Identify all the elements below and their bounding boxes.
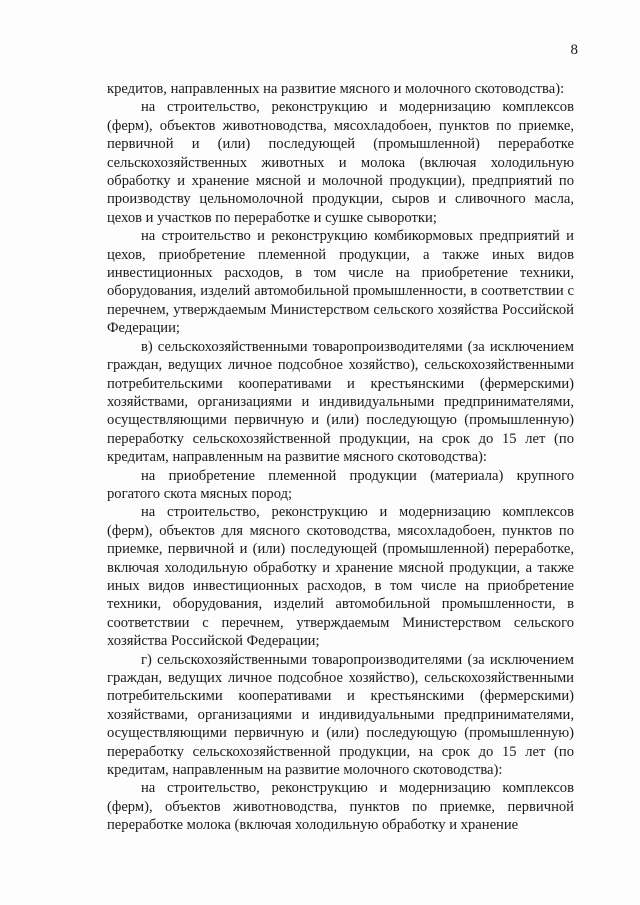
paragraph: г) сельскохозяйственными товаропроизводителями (за исключением граждан, ведущих личное подсобное хозяйство), сельскохозяйственными потребительскими кооперативами и крестьянскими (фермерскими) хозяйствами, организациями и индивидуальными предпринимателями, осуществляющими первичную и (или) последующую (промышленную) переработку сельскохозяйственной продукции, на срок до 15 лет (по кредитам, направленным на развитие молочного скотоводства): bbox=[107, 651, 574, 779]
paragraph: на приобретение племенной продукции (материала) крупного рогатого скота мясных пород; bbox=[107, 467, 574, 502]
paragraph: на строительство, реконструкцию и модернизацию комплексов (ферм), объектов животноводства, пунктов по приемке, первичной переработке молока (включая холодильную обработку и хранение bbox=[107, 780, 574, 834]
page-number: 8 bbox=[570, 42, 578, 58]
paragraph: на строительство и реконструкцию комбикормовых предприятий и цехов, приобретение племенной продукции, а также иных видов инвестиционных расходов, в том числе на приобретение техники, оборудования, изделий автомобильной промышленности, в соответствии с перечнем, утверждаемым Министерством сельского хозяйства Российской Федерации; bbox=[107, 228, 574, 337]
paragraph: на строительство, реконструкцию и модернизацию комплексов (ферм), объектов для мясного скотоводства, мясохладобоен, пунктов по приемке, первичной и (или) последующей (промышленной) переработке, включая холодильную обработку и хранение мясной продукции, а также иных видов инвестиционных расходов, в том числе на приобретение техники, оборудования, изделий автомобильной промышленности, в соответствии с перечнем, утверждаемым Министерством сельского хозяйства Российской Федерации; bbox=[107, 504, 574, 650]
paragraph: на строительство, реконструкцию и модернизацию комплексов (ферм), объектов животноводства, мясохладобоен, пунктов по приемке, первичной и (или) последующей (промышленной) переработке сельскохозяйственных животных и молока (включая холодильную обработку и хранение мясной и молочной продукции), предприятий по производству цельномолочной продукции, сыров и сливочного масла, цехов и участков по переработке и сушке сыворотки; bbox=[107, 99, 574, 226]
document-body bbox=[107, 80, 574, 835]
paragraph: кредитов, направленных на развитие мясного и молочного скотоводства): bbox=[107, 81, 565, 97]
paragraph: в) сельскохозяйственными товаропроизводителями (за исключением граждан, ведущих личное подсобное хозяйство), сельскохозяйственными потребительскими кооперативами и крестьянскими (фермерскими) хозяйствами, организациями и индивидуальными предпринимателями, осуществляющими первичную и (или) последующую (промышленную) переработку сельскохозяйственной продукции, на срок до 15 лет (по кредитам, направленным на развитие мясного скотоводства): bbox=[107, 338, 574, 466]
